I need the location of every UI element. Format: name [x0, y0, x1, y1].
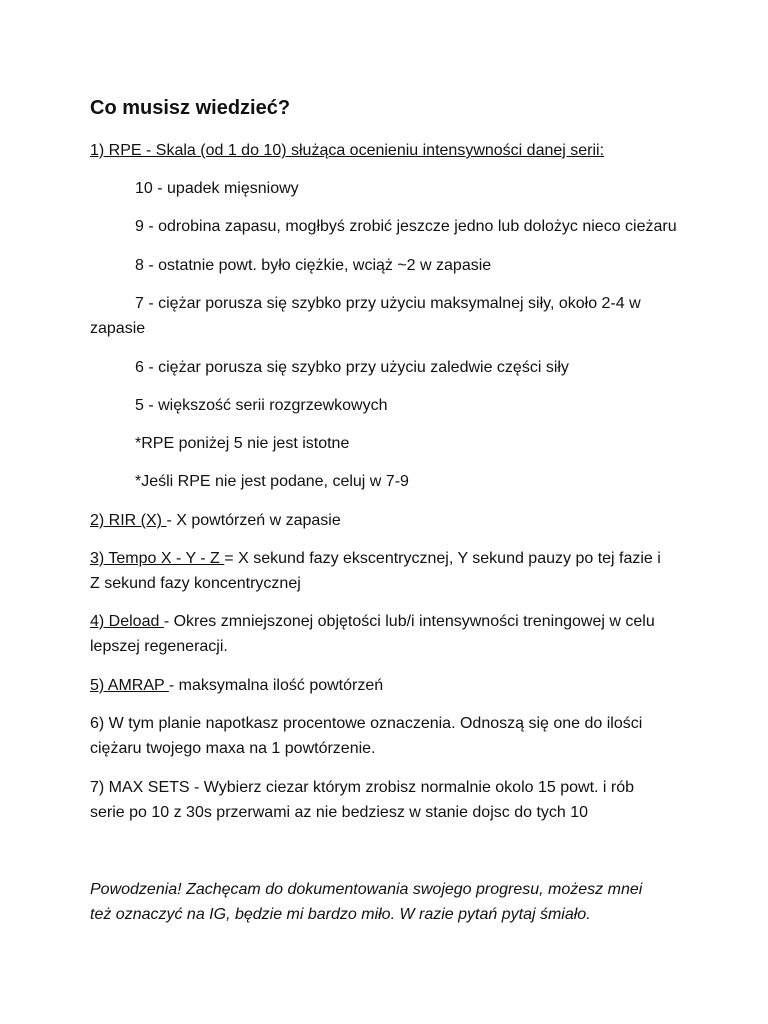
amrap-definition: [90, 673, 668, 698]
rpe-item-8: 8 - ostatnie powt. było ciężkie, wciąż ~2 w zapasie: [135, 257, 492, 274]
tempo-text: = X sekund fazy ekscentrycznej, Y sekund pauzy po tej fazie i Z sekund fazy koncentrycznej: [90, 550, 661, 592]
amrap-text: - maksymalna ilość powtórzeń: [168, 677, 384, 694]
rpe-item-5: 5 - większość serii rozgrzewkowych: [135, 397, 388, 414]
rpe-item-10: 10 - upadek mięsniowy: [135, 180, 299, 197]
max-sets-note: 7) MAX SETS - Wybierz ciezar którym zrobisz normalnie okolo 15 powt. i rób serie po 10 z 30s przerwami az nie bedziesz w stanie dojsc do tych 10: [90, 779, 635, 821]
rpe-item-7: 7 - ciężar porusza się szybko przy użyciu maksymalnej siły, około 2-4 w zapasie: [90, 295, 641, 337]
page-title: Co musisz wiedzieć?: [90, 97, 291, 119]
tempo-definition: [90, 546, 668, 596]
deload-text: - Okres zmniejszonej objętości lub/i intensywności treningowej w celu lepszej regeneracji.: [90, 613, 655, 655]
rpe-note-default: *Jeśli RPE nie jest podane, celuj w 7-9: [135, 473, 409, 490]
rir-text: - X powtórzeń w zapasie: [166, 512, 341, 529]
rir-definition: [90, 508, 668, 533]
closing-message: Powodzenia! Zachęcam do dokumentowania swojego progresu, możesz mnei też oznaczyć na IG, będzie mi bardzo miło. W razie pytań pytaj śmiało.: [90, 881, 643, 923]
deload-definition: [90, 609, 668, 659]
rpe-item-9: 9 - odrobina zapasu, mogłbyś zrobić jeszcze jedno lub dolożyc nieco cieżaru: [135, 218, 677, 235]
tempo-term: 3) Tempo X - Y - Z: [90, 550, 225, 567]
amrap-term: 5) AMRAP: [90, 677, 169, 694]
deload-term: 4) Deload: [90, 613, 164, 630]
rpe-heading: 1) RPE - Skala (od 1 do 10) służąca ocenieniu intensywności danej serii:: [90, 142, 605, 159]
rir-term: 2) RIR (X): [90, 512, 167, 529]
rpe-item-6: 6 - ciężar porusza się szybko przy użyciu zaledwie części siły: [135, 359, 569, 376]
rpe-note-below-5: *RPE poniżej 5 nie jest istotne: [135, 435, 350, 452]
percent-note: 6) W tym planie napotkasz procentowe oznaczenia. Odnoszą się one do ilości ciężaru twojego maxa na 1 powtórzenie.: [90, 715, 643, 757]
